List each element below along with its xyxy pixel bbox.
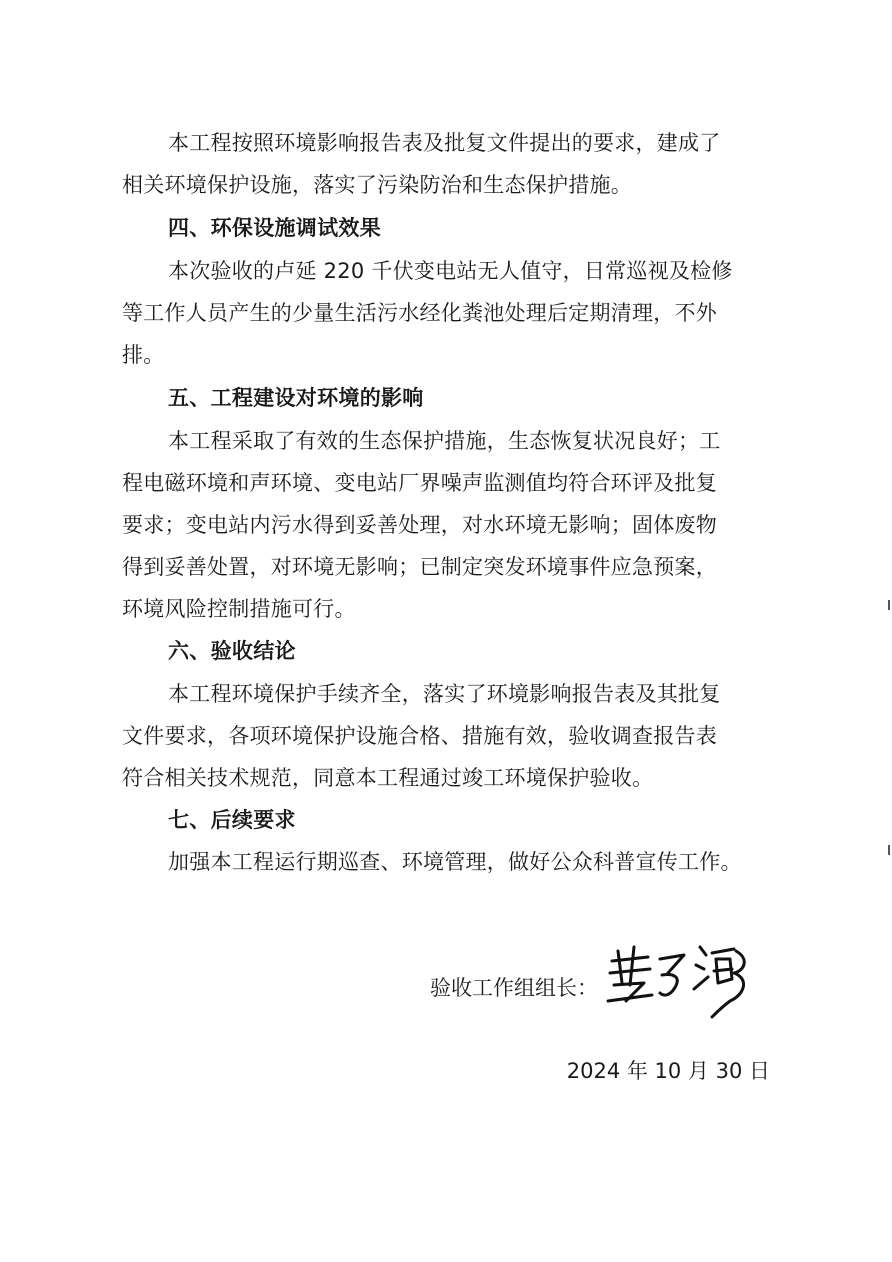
section-7-heading: 七、后续要求 (168, 808, 296, 832)
section-4-line-2: 等工作人员产生的少量生活污水经化粪池处理后定期清理，不外 (122, 301, 717, 325)
section-6-heading: 六、验收结论 (168, 639, 296, 663)
scan-edge-mark (888, 600, 890, 610)
section-6-line-2: 文件要求，各项环境保护设施合格、措施有效，验收调查报告表 (122, 724, 717, 748)
section-5-line-3: 要求；变电站内污水得到妥善处理，对水环境无影响；固体废物 (122, 513, 717, 537)
handwritten-signature (604, 939, 754, 1019)
section-4-line-3: 排。 (122, 343, 165, 367)
section-5-heading: 五、工程建设对环境的影响 (168, 386, 424, 410)
section-5-line-1: 本工程采取了有效的生态保护措施，生态恢复状况良好；工 (168, 429, 721, 453)
signature-label: 验收工作组组长： (430, 976, 598, 1000)
paragraph-3-line-1: 本工程按照环境影响报告表及批复文件提出的要求，建成了 (168, 131, 721, 155)
section-5-line-2: 程电磁环境和声环境、变电站厂界噪声监测值均符合环评及批复 (122, 471, 717, 495)
section-6-line-3: 符合相关技术规范，同意本工程通过竣工环境保护验收。 (122, 766, 654, 790)
scan-edge-mark (888, 845, 890, 855)
section-4-heading: 四、环保设施调试效果 (168, 216, 381, 240)
section-7-line-1: 加强本工程运行期巡查、环境管理，做好公众科普宣传工作。 (168, 850, 742, 874)
paragraph-3-line-2: 相关环境保护设施，落实了污染防治和生态保护措施。 (122, 173, 632, 197)
signature-date: 2024 年 10 月 30 日 (566, 1059, 770, 1083)
section-6-line-1: 本工程环境保护手续齐全，落实了环境影响报告表及其批复 (168, 682, 721, 706)
section-5-line-4: 得到妥善处置，对环境无影响；已制定突发环境事件应急预案， (122, 555, 717, 579)
section-5-line-5: 环境风险控制措施可行。 (122, 597, 356, 621)
section-4-line-1: 本次验收的卢延 220 千伏变电站无人值守，日常巡视及检修 (168, 259, 733, 283)
signature-row (430, 968, 754, 1008)
